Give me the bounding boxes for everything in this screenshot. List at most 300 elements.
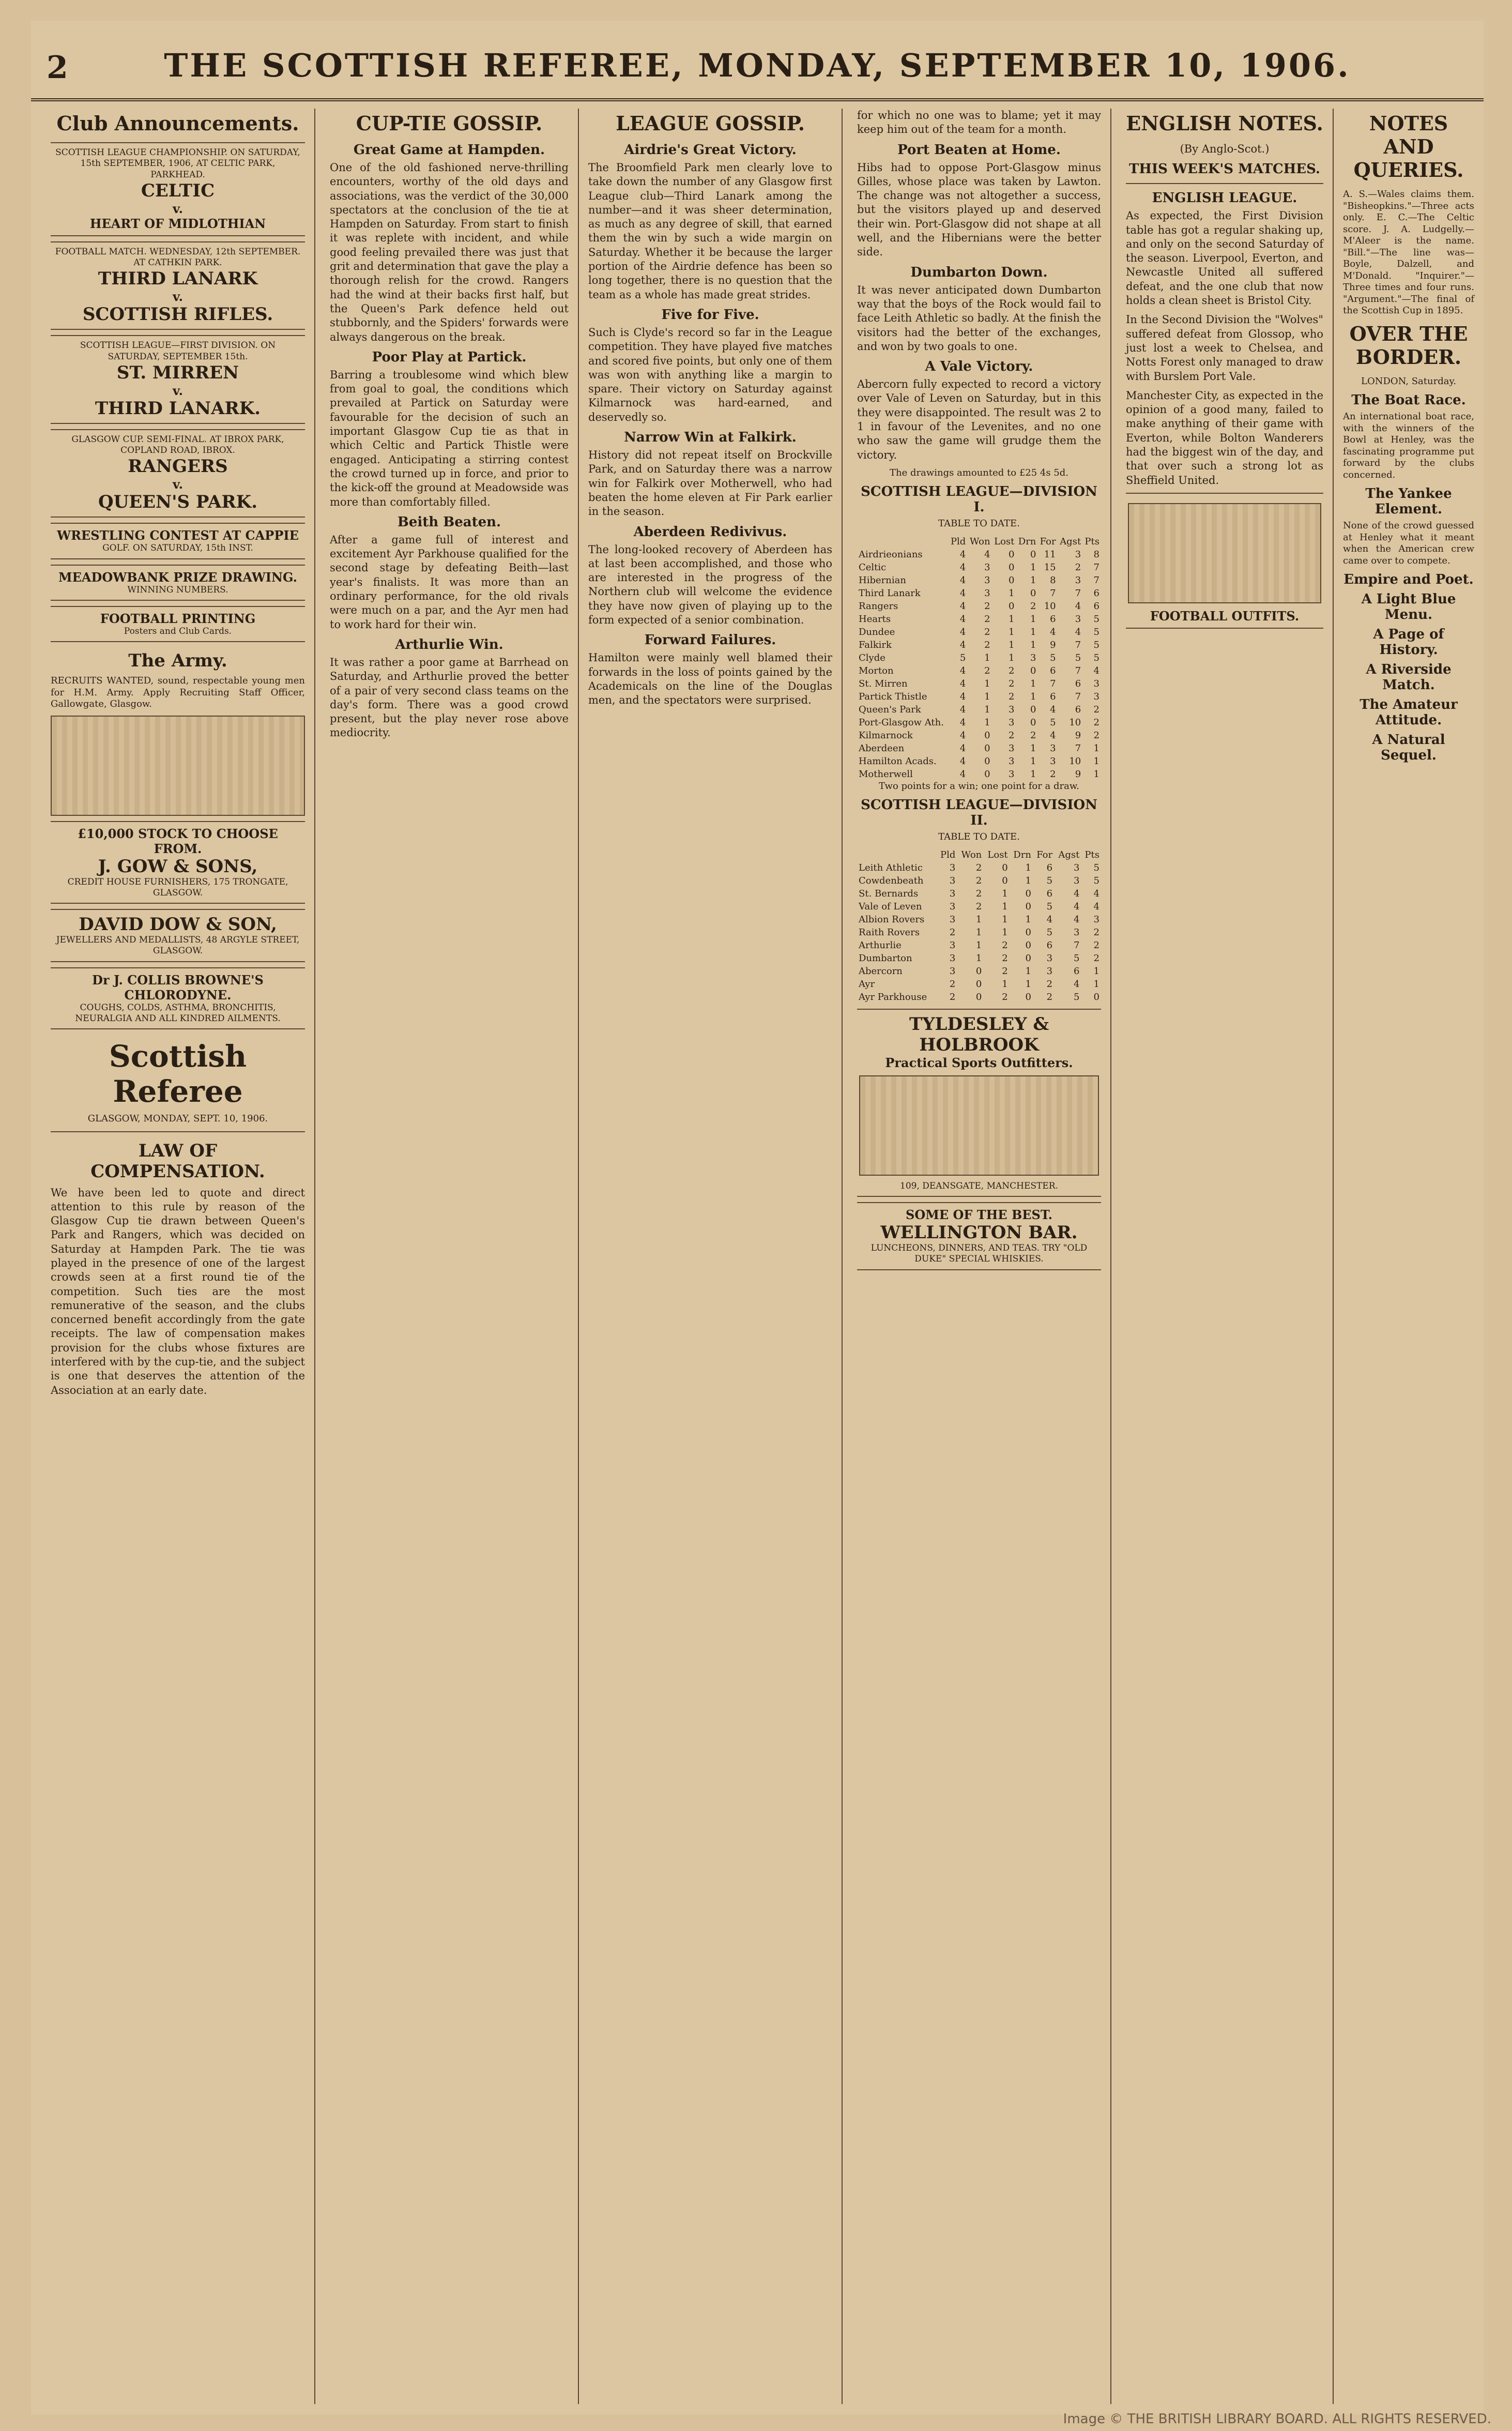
table-row xyxy=(857,991,1101,1004)
table-row xyxy=(857,755,1101,768)
stat-cell: 6 xyxy=(1050,613,1056,625)
stat-cell: 1 xyxy=(1002,901,1008,912)
notes-text: As expected, the First Division table has got a regular shaking up, and only on the second Saturday of the season. Liverpool, Everton, and Newcastle United all suffered defeat, and the one club that now holds a clean sheet is Bristol City. xyxy=(1126,209,1323,307)
team-name: Abercorn xyxy=(859,965,903,977)
stat-cell: 4 xyxy=(984,549,990,560)
ad-wellington-bar xyxy=(857,1202,1101,1270)
table-header-cell: Lost xyxy=(994,536,1015,547)
section-title: Poor Play at Partick. xyxy=(372,349,527,365)
stat-cell: 2 xyxy=(1050,768,1056,780)
stat-cell: 2 xyxy=(1002,939,1008,951)
table-header-cell: Agst xyxy=(1058,849,1080,860)
stat-cell: 1 xyxy=(1008,587,1015,599)
ad-firm: J. GOW & SONS, xyxy=(98,856,258,877)
section-title: A Light Blue Menu. xyxy=(1361,591,1456,622)
copyright-watermark: Image © THE BRITISH LIBRARY BOARD. ALL RIGHTS RESERVED. xyxy=(1063,2411,1491,2427)
furniture-illustration xyxy=(51,716,305,816)
section-title: A Vale Victory. xyxy=(925,359,1033,375)
section-text: Such is Clyde's record so far in the League competition. They have played five matches and scored five points, but only one of them was won with anything like a margin to spare. Their victory on Saturday against Kilmarnock was hard-earned, and deservedly so. xyxy=(588,326,832,423)
ad-rangers-queens-park xyxy=(51,429,305,518)
stat-cell: 5 xyxy=(1093,862,1099,873)
stat-cell: 4 xyxy=(959,755,966,767)
division2-sub: TABLE TO DATE. xyxy=(938,831,1020,843)
stat-cell: 2 xyxy=(975,901,982,912)
paper-title: Scottish Referee xyxy=(109,1039,247,1109)
stat-cell: 0 xyxy=(1025,888,1031,899)
stat-cell: 2 xyxy=(975,875,982,886)
team-name: Morton xyxy=(859,665,894,676)
stat-cell: 3 xyxy=(949,875,956,886)
section-text: Barring a troublesome wind which blew from goal to goal, the conditions which prevailed at Partick on Saturday were favourable for the decision of such an important Glasgow Cup tie as that in which Celtic and Partick Thistle were engaged. Anticipating a stirring contest the crowd turned up in force, and prior to the kick-off the ground at Meadowside was more than comfortably filled. xyxy=(330,368,569,508)
stat-cell: 6 xyxy=(1073,965,1080,977)
stat-cell: 2 xyxy=(1030,730,1036,741)
table-header-cell: For xyxy=(1036,849,1053,860)
stat-cell: 4 xyxy=(959,704,966,715)
ad-furniture xyxy=(51,821,305,904)
stat-cell: 5 xyxy=(1046,875,1053,886)
stat-cell: 1 xyxy=(1030,742,1036,754)
table-header-cell: Pld xyxy=(950,536,966,547)
ad-team: THIRD LANARK xyxy=(98,268,258,290)
stat-cell: 4 xyxy=(959,600,966,612)
stat-cell: 7 xyxy=(1075,742,1081,754)
section-text: After a game full of interest and excitement Ayr Parkhouse qualified for the second stage by defeating Beith—last year's finalists. It was more than an ordinary performance, for the old rivals were much on a par, and the Ayr men had to work hard for their win. xyxy=(330,533,569,631)
divider xyxy=(1126,183,1323,184)
stat-cell: 1 xyxy=(1030,678,1036,689)
team-name: Dundee xyxy=(859,626,895,637)
stat-cell: 5 xyxy=(1075,652,1081,663)
stat-cell: 3 xyxy=(949,939,956,951)
stat-cell: 6 xyxy=(1046,862,1053,873)
stat-cell: 6 xyxy=(1046,888,1053,899)
table-row xyxy=(857,677,1101,690)
stat-cell: 2 xyxy=(1093,730,1099,741)
stat-cell: 5 xyxy=(959,652,966,663)
team-name: Hibernian xyxy=(859,574,906,586)
stat-cell: 6 xyxy=(1093,600,1099,612)
ad-title: MEADOWBANK PRIZE DRAWING. xyxy=(58,569,297,585)
stat-cell: 10 xyxy=(1044,600,1056,612)
stat-cell: 2 xyxy=(975,888,982,899)
stat-cell: 11 xyxy=(1044,549,1056,560)
stat-cell: 4 xyxy=(1093,888,1099,899)
cup-tie-heading: CUP-TIE GOSSIP. xyxy=(356,112,543,135)
stat-cell: 3 xyxy=(1073,926,1080,938)
table-header-cell: For xyxy=(1040,536,1056,547)
page-number: 2 xyxy=(47,50,68,86)
table-header-cell xyxy=(857,848,937,861)
team-name: Cowdenbeath xyxy=(859,875,924,886)
stat-cell: 2 xyxy=(1093,926,1099,938)
stat-cell: 7 xyxy=(1073,939,1080,951)
intro-text: for which no one was to blame; yet it may keep him out of the team for a month. xyxy=(857,109,1101,136)
stat-cell: 2 xyxy=(949,978,956,990)
stat-cell: 1 xyxy=(1025,875,1031,886)
stat-cell: 0 xyxy=(975,965,982,977)
matches-heading: THIS WEEK'S MATCHES. xyxy=(1129,161,1320,177)
stat-cell: 5 xyxy=(1093,652,1099,663)
stat-cell: 8 xyxy=(1050,574,1056,586)
table-row xyxy=(857,965,1101,978)
table-header-cell xyxy=(857,535,949,548)
stat-cell: 4 xyxy=(1073,978,1080,990)
ad-text: FOOTBALL MATCH. WEDNESDAY, 12th SEPTEMBER. AT CATHKIN PARK. xyxy=(55,246,301,268)
stat-cell: 0 xyxy=(975,978,982,990)
stat-cell: 3 xyxy=(1046,952,1053,964)
section-text: Abercorn fully expected to record a victory over Vale of Leven on Saturday, but in this they were disappointed. The result was 2 to 1 in favour of the Levenites, and no one who saw the game will grudge them the victory. xyxy=(857,378,1101,461)
divider xyxy=(51,1131,305,1132)
stat-cell: 2 xyxy=(1093,704,1099,715)
column-league-results xyxy=(848,109,1111,2404)
stat-cell: 0 xyxy=(1030,717,1036,728)
stat-cell: 1 xyxy=(984,652,990,663)
stat-cell: 4 xyxy=(1050,704,1056,715)
stat-cell: 7 xyxy=(1075,665,1081,676)
ad-third-lanark-rifles xyxy=(51,241,305,330)
stat-cell: 1 xyxy=(1008,613,1015,625)
stat-cell: 3 xyxy=(1093,914,1099,925)
stat-cell: 4 xyxy=(959,742,966,754)
stat-cell: 3 xyxy=(1008,768,1015,780)
stat-cell: 3 xyxy=(1008,742,1015,754)
ad-firm: WELLINGTON BAR. xyxy=(880,1222,1078,1243)
ad-firm: DAVID DOW & SON, xyxy=(79,914,277,935)
team-name: Falkirk xyxy=(859,639,892,650)
stat-cell: 0 xyxy=(984,755,990,767)
section-title: Narrow Win at Falkirk. xyxy=(624,430,797,446)
stat-cell: 0 xyxy=(975,991,982,1002)
stat-cell: 2 xyxy=(984,626,990,637)
ad-title: FOOTBALL PRINTING xyxy=(100,611,256,626)
army-heading: The Army. xyxy=(128,650,227,671)
table-row xyxy=(857,952,1101,965)
table-header-cell: Pts xyxy=(1085,849,1099,860)
table-row xyxy=(857,664,1101,677)
section-title: The Amateur Attitude. xyxy=(1360,697,1458,728)
ad-tyldesley-holbrook xyxy=(857,1009,1101,1197)
column-notes-queries xyxy=(1334,109,1484,2404)
stat-cell: 1 xyxy=(1030,574,1036,586)
section-title: Beith Beaten. xyxy=(397,514,501,530)
army-text: RECRUITS WANTED, sound, respectable young men for H.M. Army. Apply Recruiting Staff Officer, Gallowgate, Glasgow. xyxy=(51,675,305,709)
stat-cell: 2 xyxy=(1093,939,1099,951)
division1-sub: TABLE TO DATE. xyxy=(938,518,1020,529)
team-name: Clyde xyxy=(859,652,885,663)
stat-cell: 6 xyxy=(1075,704,1081,715)
ad-team: THIRD LANARK. xyxy=(95,398,261,419)
section-text: It was never anticipated down Dumbarton way that the boys of the Rock would fail to face Leith Athletic so badly. At the finish the visitors had the better of the exchanges, and won by two goals to one. xyxy=(857,283,1101,353)
ad-text: JEWELLERS AND MEDALLISTS, 48 ARGYLE STREET, GLASGOW. xyxy=(56,935,300,956)
stat-cell: 2 xyxy=(1002,965,1008,977)
stat-cell: 2 xyxy=(949,991,956,1002)
stat-cell: 5 xyxy=(1093,613,1099,625)
ad-celtic-hearts xyxy=(51,142,305,236)
stat-cell: 7 xyxy=(1093,574,1099,586)
table-row xyxy=(857,742,1101,755)
section-title: A Natural Sequel. xyxy=(1372,732,1445,763)
stat-cell: 3 xyxy=(949,862,956,873)
division2-table xyxy=(857,848,1101,1004)
stat-cell: 4 xyxy=(1050,626,1056,637)
table-row xyxy=(857,613,1101,626)
stat-cell: 1 xyxy=(1093,978,1099,990)
team-name: Partick Thistle xyxy=(859,691,927,702)
stat-cell: 4 xyxy=(959,639,966,650)
queries-text: A. S.—Wales claims them. "Bisheopkins."—Three acts only. E. C.—The Celtic score. J. A. Ludgelly.—M'Aleer is the name. "Bill."—The line was—Boyle, Dalzell, and M'Donald. "Inquirer."—Three times and four runs. "Argument."—The final of the Scottish Cup in 1895. xyxy=(1343,189,1474,316)
stat-cell: 9 xyxy=(1050,639,1056,650)
stat-cell: 0 xyxy=(984,768,990,780)
table-header-cell: Agst xyxy=(1060,536,1081,547)
byline: (By Anglo-Scot.) xyxy=(1180,143,1270,155)
stat-cell: 1 xyxy=(1093,965,1099,977)
stat-cell: 4 xyxy=(959,587,966,599)
team-name: Hamilton Acads. xyxy=(859,755,937,767)
league-gossip-heading: LEAGUE GOSSIP. xyxy=(616,112,805,135)
section-text: The long-looked recovery of Aberdeen has at last been accomplished, and those who are interested in the progress of the Northern club will welcome the evidence they have now given of playing up to the form expected of a senior combination. xyxy=(588,543,832,627)
section-title: A Riverside Match. xyxy=(1366,662,1452,693)
stat-cell: 1 xyxy=(1025,965,1031,977)
stat-cell: 4 xyxy=(959,626,966,637)
ad-text: SCOTTISH LEAGUE CHAMPIONSHIP. ON SATURDAY, 15th SEPTEMBER, 1906, AT CELTIC PARK, PARKHEAD. xyxy=(55,147,300,180)
stat-cell: 7 xyxy=(1050,587,1056,599)
team-name: Vale of Leven xyxy=(859,901,922,912)
stat-cell: 0 xyxy=(1025,939,1031,951)
division2-heading: SCOTTISH LEAGUE—DIVISION II. xyxy=(861,797,1097,829)
table-row xyxy=(857,587,1101,600)
ad-st-mirren-third-lanark xyxy=(51,335,305,424)
ad-text: COUGHS, COLDS, ASTHMA, BRONCHITIS, NEURALGIA AND ALL KINDRED AILMENTS. xyxy=(75,1002,281,1024)
team-name: St. Bernards xyxy=(859,888,919,899)
stat-cell: 5 xyxy=(1093,875,1099,886)
table-header-cell: Won xyxy=(969,536,990,547)
section-title: Great Game at Hampden. xyxy=(353,142,545,158)
stat-cell: 2 xyxy=(1093,952,1099,964)
stat-cell: 1 xyxy=(1008,639,1015,650)
ad-stock: £10,000 STOCK TO CHOOSE FROM. xyxy=(78,826,278,856)
stat-cell: 3 xyxy=(949,914,956,925)
ad-football-outfits xyxy=(1126,493,1323,629)
notes-text: In the Second Division the "Wolves" suffered defeat from Glossop, who just lost a week to Chelsea, and Notts Forest only managed to draw with Burslem Port Vale. xyxy=(1126,313,1323,383)
notes-text: Manchester City, as expected in the opinion of a good many, failed to make anything of their game with Everton, while Bolton Wanderers had the biggest win of the day, and that over such a strong lot as Sheffield United. xyxy=(1126,389,1323,487)
section-text: History did not repeat itself on Brockville Park, and on Saturday there was a narrow win for Falkirk over Motherwell, who had beaten the home eleven at Fir Park earlier in the season. xyxy=(588,449,832,518)
ad-text: GOLF. ON SATURDAY, 15th INST. xyxy=(102,543,253,554)
stat-cell: 5 xyxy=(1073,952,1080,964)
table-row xyxy=(857,926,1101,939)
team-name: Arthurlie xyxy=(859,939,902,951)
stat-cell: 3 xyxy=(984,587,990,599)
stat-cell: 1 xyxy=(1002,888,1008,899)
stat-cell: 4 xyxy=(959,549,966,560)
newspaper-page xyxy=(31,21,1484,2414)
stat-cell: 7 xyxy=(1075,587,1081,599)
english-league-heading: ENGLISH LEAGUE. xyxy=(1152,190,1297,206)
stat-cell: 2 xyxy=(1008,691,1015,702)
stat-cell: 1 xyxy=(1030,626,1036,637)
stat-cell: 0 xyxy=(1002,875,1008,886)
ad-firm: TYLDESLEY & HOLBROOK xyxy=(909,1013,1049,1055)
table-row xyxy=(857,874,1101,887)
stat-cell: 1 xyxy=(1008,626,1015,637)
stat-cell: 3 xyxy=(949,952,956,964)
ad-versus: v. xyxy=(173,201,183,216)
ad-team: ST. MIRREN xyxy=(116,362,239,383)
team-name: Raith Rovers xyxy=(859,926,920,938)
stat-cell: 3 xyxy=(949,901,956,912)
stat-cell: 0 xyxy=(984,742,990,754)
stat-cell: 3 xyxy=(949,965,956,977)
stat-cell: 15 xyxy=(1044,561,1056,573)
stat-cell: 4 xyxy=(959,665,966,676)
stat-cell: 4 xyxy=(1093,665,1099,676)
ad-football-printing xyxy=(51,606,305,642)
team-name: Leith Athletic xyxy=(859,862,923,873)
stat-cell: 2 xyxy=(984,613,990,625)
section-title: Aberdeen Redivivus. xyxy=(633,524,787,540)
stat-cell: 5 xyxy=(1050,717,1056,728)
team-name: Airdrieonians xyxy=(859,549,923,560)
table-row xyxy=(857,913,1101,926)
stat-cell: 1 xyxy=(1008,652,1015,663)
stat-cell: 4 xyxy=(1093,901,1099,912)
section-title: Empire and Poet. xyxy=(1343,572,1474,587)
ad-title: WRESTLING CONTEST AT CAPPIE xyxy=(57,528,299,543)
ad-team: RANGERS xyxy=(128,456,228,477)
stat-cell: 3 xyxy=(1046,965,1053,977)
stat-cell: 4 xyxy=(1050,730,1056,741)
stat-cell: 7 xyxy=(1075,639,1081,650)
table-row xyxy=(857,716,1101,729)
stat-cell: 1 xyxy=(1093,742,1099,754)
ad-versus: v. xyxy=(173,289,183,305)
stat-cell: 4 xyxy=(959,561,966,573)
stat-cell: 1 xyxy=(984,678,990,689)
stat-cell: 2 xyxy=(1093,717,1099,728)
column-cup-tie-gossip xyxy=(320,109,579,2404)
stat-cell: 1 xyxy=(1030,691,1036,702)
stat-cell: 3 xyxy=(1073,862,1080,873)
stat-cell: 0 xyxy=(1030,587,1036,599)
section-text: The Broomfield Park men clearly love to take down the number of any Glasgow first League club—Third Lanark among the number—and it was sheer determination, as much as any degree of skill, that earned them the win by such a wide margin on Saturday. Whether it be because the larger portion of the Airdrie defence has been so long together, there is no question that the team as a whole has made great strides. xyxy=(588,161,832,301)
ad-text: GLASGOW CUP. SEMI-FINAL. AT IBROX PARK, COPLAND ROAD, IBROX. xyxy=(71,434,284,455)
table-row xyxy=(857,729,1101,742)
ad-text: WINNING NUMBERS. xyxy=(127,584,228,595)
stat-cell: 1 xyxy=(1002,914,1008,925)
stat-cell: 4 xyxy=(1075,600,1081,612)
table-note: Two points for a win; one point for a draw. xyxy=(879,780,1079,792)
stat-cell: 3 xyxy=(984,561,990,573)
ad-sub: Practical Sports Outfitters. xyxy=(885,1055,1073,1070)
team-name: Queen's Park xyxy=(859,704,921,715)
stat-cell: 3 xyxy=(1075,549,1081,560)
law-heading: LAW OF COMPENSATION. xyxy=(90,1140,265,1182)
stat-cell: 6 xyxy=(1050,665,1056,676)
stat-cell: 2 xyxy=(1030,600,1036,612)
team-name: Port-Glasgow Ath. xyxy=(859,717,944,728)
ad-team: CELTIC xyxy=(141,180,215,201)
section-title: Arthurlie Win. xyxy=(395,636,503,652)
stat-cell: 0 xyxy=(1008,574,1015,586)
stat-cell: 6 xyxy=(1046,939,1053,951)
table-row xyxy=(857,639,1101,651)
stat-cell: 2 xyxy=(1075,561,1081,573)
stat-cell: 0 xyxy=(1030,549,1036,560)
stat-cell: 2 xyxy=(984,665,990,676)
stat-cell: 2 xyxy=(984,600,990,612)
stat-cell: 7 xyxy=(1075,691,1081,702)
ad-title: FOOTBALL OUTFITS. xyxy=(1150,608,1300,624)
ad-versus: v. xyxy=(173,383,183,398)
stat-cell: 1 xyxy=(1030,768,1036,780)
stat-cell: 1 xyxy=(1093,755,1099,767)
stat-cell: 2 xyxy=(1008,678,1015,689)
stat-cell: 1 xyxy=(1030,561,1036,573)
ad-firm: Dr J. COLLIS BROWNE'S CHLORODYNE. xyxy=(92,972,264,1002)
table-row xyxy=(857,626,1101,639)
ad-chlorodyne xyxy=(51,967,305,1030)
team-name: Celtic xyxy=(859,561,887,573)
team-name: Dumbarton xyxy=(859,952,912,964)
stat-cell: 0 xyxy=(1008,561,1015,573)
team-name: Kilmarnock xyxy=(859,730,913,741)
stat-cell: 0 xyxy=(1008,600,1015,612)
ad-text: SCOTTISH LEAGUE—FIRST DIVISION. ON SATURDAY, SEPTEMBER 15th. xyxy=(80,340,276,362)
stat-cell: 5 xyxy=(1046,901,1053,912)
ad-text: LUNCHEONS, DINNERS, AND TEAS. TRY "OLD DUKE" SPECIAL WHISKIES. xyxy=(870,1243,1088,1265)
team-name: Motherwell xyxy=(859,768,913,780)
stat-cell: 4 xyxy=(959,678,966,689)
section-title: A Page of History. xyxy=(1373,627,1444,658)
stat-cell: 5 xyxy=(1073,991,1080,1002)
table-header-cell: Pts xyxy=(1085,536,1099,547)
stat-cell: 6 xyxy=(1075,678,1081,689)
stat-cell: 0 xyxy=(1093,991,1099,1002)
table-row xyxy=(857,887,1101,900)
stat-cell: 1 xyxy=(1025,978,1031,990)
stat-cell: 0 xyxy=(1025,926,1031,938)
stat-cell: 1 xyxy=(975,914,982,925)
team-name: Hearts xyxy=(859,613,891,625)
stat-cell: 2 xyxy=(1002,991,1008,1002)
table-header-cell: Drn xyxy=(1018,536,1036,547)
dateline: LONDON, Saturday. xyxy=(1361,375,1456,387)
stat-cell: 3 xyxy=(984,574,990,586)
ad-jewellers xyxy=(51,909,305,962)
team-name: Aberdeen xyxy=(859,742,905,754)
stat-cell: 5 xyxy=(1046,926,1053,938)
stat-cell: 4 xyxy=(1075,626,1081,637)
stat-cell: 10 xyxy=(1069,755,1081,767)
stat-cell: 3 xyxy=(1008,755,1015,767)
masthead xyxy=(31,31,1484,101)
stat-cell: 5 xyxy=(1093,639,1099,650)
stat-cell: 3 xyxy=(1093,678,1099,689)
stat-cell: 7 xyxy=(1093,561,1099,573)
stat-cell: 1 xyxy=(1002,978,1008,990)
table-row xyxy=(857,574,1101,587)
stat-cell: 3 xyxy=(1075,574,1081,586)
stat-cell: 8 xyxy=(1093,549,1099,560)
column-club-announcements xyxy=(41,109,315,2404)
stat-cell: 1 xyxy=(1030,755,1036,767)
stat-cell: 3 xyxy=(1093,691,1099,702)
section-text: Hibs had to oppose Port-Glasgow minus Gilles, whose place was taken by Lawton. The change was not altogether a success, but the visitors played up and deserved their win. Port-Glasgow did not shape at all well, and the Hibernians were the better side. xyxy=(857,161,1101,259)
over-border-heading: OVER THE BORDER. xyxy=(1349,322,1468,369)
sports-outfit-illustration xyxy=(859,1075,1099,1176)
stat-cell: 4 xyxy=(1073,901,1080,912)
stat-cell: 4 xyxy=(959,691,966,702)
ad-team: SCOTTISH RIFLES. xyxy=(82,304,273,325)
stat-cell: 4 xyxy=(1073,914,1080,925)
